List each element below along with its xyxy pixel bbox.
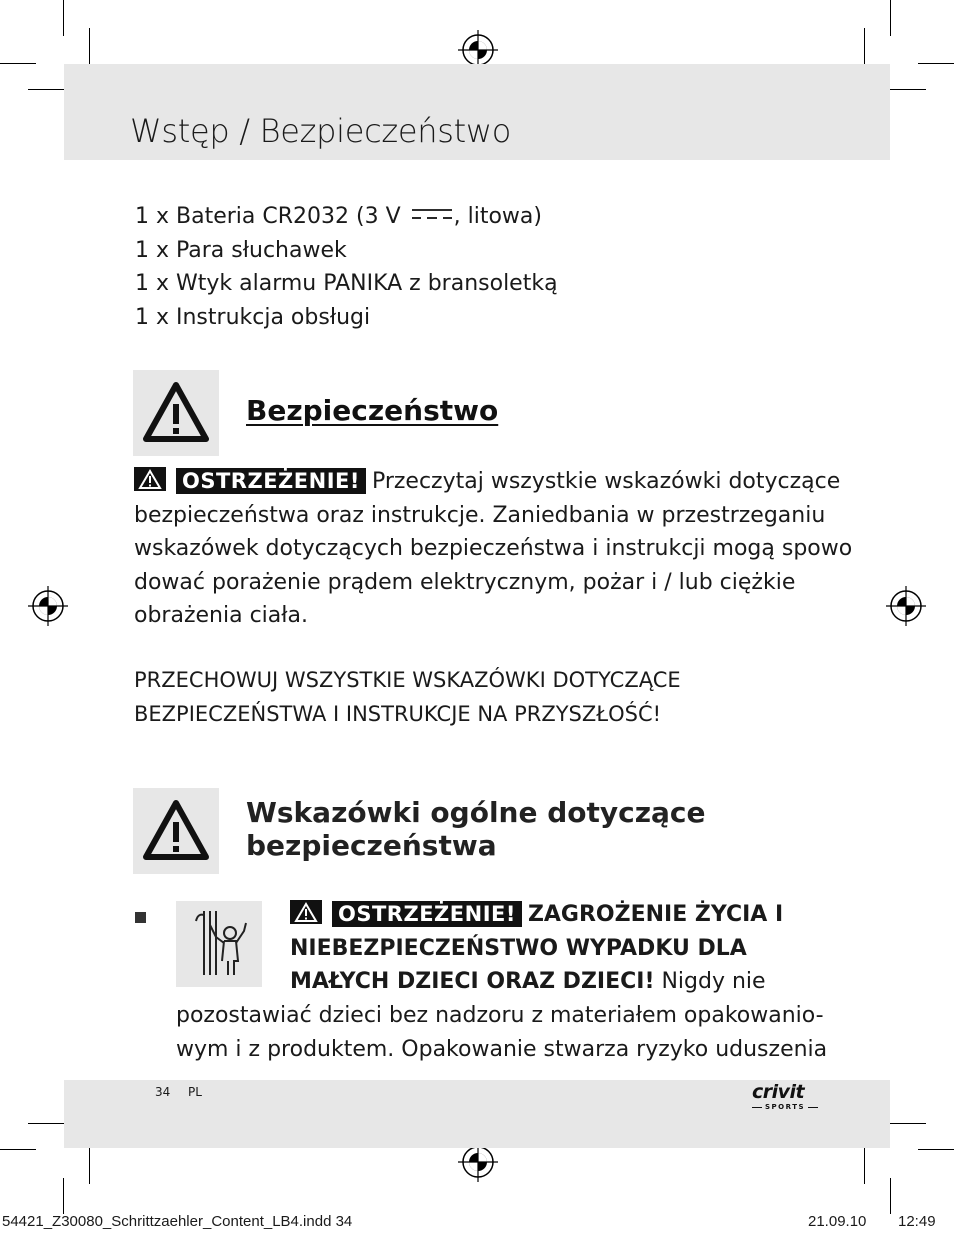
warning-box bbox=[133, 788, 219, 874]
section-heading bbox=[246, 796, 706, 862]
warning-triangle-icon bbox=[134, 467, 166, 491]
keep-instructions-note bbox=[134, 664, 681, 731]
crop-mark bbox=[89, 28, 90, 68]
warning-triangle-icon bbox=[290, 900, 322, 924]
crop-mark bbox=[918, 1149, 954, 1150]
child-pictogram-icon bbox=[176, 901, 262, 987]
package-contents-list bbox=[135, 200, 558, 334]
heading-line: bezpieczeństwa bbox=[246, 829, 497, 862]
crop-mark bbox=[28, 1123, 68, 1124]
list-item: 1 x Instrukcja obsługi bbox=[135, 304, 371, 330]
paragraph-line: PRZECHOWUJ WSZYSTKIE WSKAZÓWKI DOTYCZĄCE bbox=[134, 668, 681, 692]
warning-triangle-icon bbox=[133, 370, 219, 456]
paragraph-line: bezpieczeństwa oraz instrukcje. Zaniedbania w przestrzeganiu bbox=[134, 502, 826, 528]
list-item: 1 x Para słuchawek bbox=[135, 237, 347, 263]
warning-triangle-icon bbox=[133, 788, 219, 874]
slug-date: 21.09.10 bbox=[808, 1213, 867, 1230]
crop-mark bbox=[28, 89, 68, 90]
paragraph-line: wym i z produktem. Opakowanie stwarza ryzyko uduszenia bbox=[176, 1036, 828, 1062]
crop-mark bbox=[918, 63, 954, 64]
page-number: 34 bbox=[155, 1085, 171, 1099]
bullet-icon bbox=[135, 912, 146, 923]
crop-mark bbox=[0, 1149, 36, 1150]
list-item-text: , litowa) bbox=[453, 204, 542, 229]
warning-box bbox=[133, 370, 219, 456]
warning-label: OSTRZEŻENIE! bbox=[332, 901, 522, 927]
page-title: Wstęp / Bezpieczeństwo bbox=[130, 112, 512, 150]
language-code: PL bbox=[188, 1085, 202, 1099]
list-item bbox=[135, 200, 558, 234]
list-item: 1 x Wtyk alarmu PANIKA z bransoletką bbox=[135, 271, 558, 296]
paragraph-line: Nigdy nie bbox=[654, 969, 766, 994]
paragraph-line: dować porażenie prądem elektrycznym, pożar i / lub ciężkie bbox=[134, 569, 796, 595]
section-heading: Bezpieczeństwo bbox=[246, 394, 499, 427]
crop-mark bbox=[886, 89, 926, 90]
paragraph-line: ZAGROŻENIE ŻYCIA I bbox=[527, 902, 784, 927]
registration-mark-icon bbox=[886, 586, 926, 626]
crop-mark bbox=[864, 1144, 865, 1184]
dc-symbol-icon bbox=[412, 208, 452, 220]
paragraph-line: obrażenia ciała. bbox=[134, 603, 308, 628]
crop-mark bbox=[864, 28, 865, 68]
crop-mark bbox=[890, 0, 891, 36]
file-slug: 54421_Z30080_Schrittzaehler_Content_LB4.indd 34 bbox=[2, 1213, 353, 1230]
warning-label: OSTRZEŻENIE! bbox=[176, 468, 366, 494]
child-warning-continuation bbox=[176, 999, 827, 1066]
paragraph-line: BEZPIECZEŃSTWA I INSTRUKCJE NA PRZYSZŁOŚĆ! bbox=[134, 701, 662, 726]
crop-mark bbox=[886, 1123, 926, 1124]
warning-paragraph bbox=[134, 465, 853, 633]
paragraph-line: wskazówek dotyczących bezpieczeństwa i instrukcji mogą spowo bbox=[134, 536, 853, 561]
paragraph-line: pozostawiać dzieci bez nadzoru z materiałem opakowanio- bbox=[176, 1003, 824, 1028]
registration-mark-icon bbox=[458, 1142, 498, 1182]
crop-mark bbox=[0, 63, 36, 64]
crivit-logo: crivit SPORTS bbox=[752, 1082, 824, 1118]
crop-mark bbox=[89, 1144, 90, 1184]
heading-line: Wskazówki ogólne dotyczące bbox=[246, 796, 706, 829]
registration-mark-icon bbox=[28, 586, 68, 626]
crop-mark bbox=[63, 0, 64, 36]
slug-time: 12:49 bbox=[898, 1213, 936, 1230]
crop-mark bbox=[890, 1178, 891, 1214]
list-item-text: 1 x Bateria CR2032 (3 V bbox=[135, 204, 408, 229]
paragraph-line: Przeczytaj wszystkie wskazówki dotyczące bbox=[371, 469, 841, 494]
crop-mark bbox=[63, 1178, 64, 1214]
paragraph-line: MAŁYCH DZIECI ORAZ DZIECI! bbox=[290, 969, 655, 994]
paragraph-line: NIEBEZPIECZEŃSTWO WYPADKU DLA bbox=[290, 935, 747, 961]
child-warning-paragraph bbox=[290, 898, 850, 999]
